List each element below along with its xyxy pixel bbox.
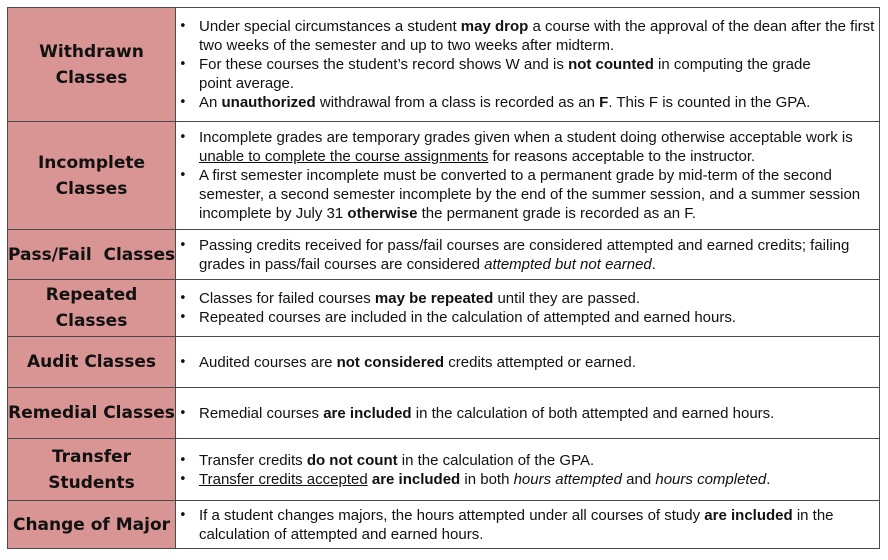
bullet-item (176, 470, 879, 489)
bullet-text-segment: credits attempted or earned. (444, 353, 636, 371)
bullet-text-segment: the permanent grade is recorded as an F. (417, 205, 696, 222)
row-heading: Pass/Fail Classes (8, 230, 176, 280)
bullet-text-segment: are included (704, 506, 793, 524)
bullet-text-segment: do not count (306, 451, 398, 469)
bullet-text-segment: and (622, 470, 656, 488)
bullet-list (176, 289, 879, 327)
row-heading: Audit Classes (8, 337, 176, 388)
bullet-text-segment: for reasons acceptable to the instructor. (488, 148, 756, 165)
bullet-list (176, 404, 879, 423)
policy-row-repeated (8, 280, 880, 337)
bullet-text-segment: Classes for failed courses (199, 290, 375, 307)
bullet-text-segment: . This F is counted in the GPA. (608, 94, 811, 111)
bullet-text-segment: hours completed (655, 470, 767, 488)
bullet-text-segment: not counted (568, 56, 654, 73)
bullet-list (176, 128, 879, 223)
policy-row-transfer (8, 439, 880, 501)
row-description (176, 501, 880, 549)
bullet-item (176, 236, 879, 274)
bullet-text-segment: are included (371, 470, 461, 488)
row-description (176, 439, 880, 501)
bullet-item (176, 55, 879, 93)
bullet-list (176, 353, 879, 372)
bullet-item (176, 451, 879, 470)
bullet-item (176, 166, 879, 223)
bullet-text-segment: are included (323, 404, 412, 422)
bullet-text-segment: A first semester incomplete must be converted to a permanent grade by mid-term of the second semester, a second semester incomplete by the end of the summer session, and a summer session incomplete by July 31 (199, 167, 861, 222)
bullet-text-segment: Remedial courses (199, 404, 324, 422)
bullet-text-segment: unauthorized (221, 94, 316, 111)
bullet-text-segment: in both (460, 470, 514, 488)
bullet-item (176, 506, 879, 544)
policy-row-audit (8, 337, 880, 388)
bullet-list (176, 17, 879, 112)
bullet-text-segment: may be repeated (374, 290, 494, 307)
bullet-text-segment: in the calculation of attempted and earned hours. (199, 506, 834, 543)
row-heading: Transfer Students (8, 439, 176, 501)
bullet-text-segment: in computing the grade point average. (199, 56, 811, 92)
bullet-text-segment: in the calculation of both attempted and earned hours. (411, 404, 775, 422)
row-description (176, 337, 880, 388)
bullet-text-segment: Passing credits received for pass/fail courses are considered attempted and earned credits; failing grades in pass/fail courses are considered (199, 236, 850, 273)
bullet-text-segment: Transfer credits (199, 451, 307, 469)
bullet-text-segment: unable to complete the course assignments (199, 148, 489, 165)
bullet-item (176, 404, 879, 423)
row-description (176, 230, 880, 280)
bullet-text-segment: in the calculation of the GPA. (397, 451, 595, 469)
bullet-text-segment: withdrawal from a class is recorded as an (315, 94, 600, 111)
policy-row-remedial (8, 388, 880, 439)
bullet-text-segment: otherwise (347, 205, 418, 222)
bullet-item (176, 17, 879, 55)
policy-row-incomplete (8, 122, 880, 230)
row-description (176, 8, 880, 122)
row-heading: Repeated Classes (8, 280, 176, 337)
bullet-text-segment: until they are passed. (493, 290, 641, 307)
bullet-text-segment: Incomplete grades are temporary grades given when a student doing otherwise acceptable work is (199, 129, 853, 146)
row-heading: Change of Major (8, 501, 176, 549)
bullet-text-segment: may drop (460, 18, 529, 35)
bullet-list (176, 506, 879, 544)
bullet-text-segment: An (199, 94, 222, 111)
bullet-item (176, 308, 879, 327)
row-description (176, 280, 880, 337)
bullet-text-segment: not considered (336, 353, 445, 371)
bullet-text-segment: F (599, 94, 609, 111)
bullet-text-segment: If a student changes majors, the hours attempted under all courses of study (199, 506, 705, 524)
bullet-text-segment: Repeated courses are included in the calculation of attempted and earned hours. (199, 309, 737, 326)
bullet-list (176, 451, 879, 489)
bullet-item (176, 289, 879, 308)
bullet-text-segment: attempted but not earned (484, 255, 652, 273)
row-heading: Withdrawn Classes (8, 8, 176, 122)
bullet-text-segment: . (651, 255, 656, 273)
policy-row-withdrawn (8, 8, 880, 122)
bullet-item (176, 353, 879, 372)
bullet-text-segment: Under special circumstances a student (199, 18, 461, 35)
row-description (176, 122, 880, 230)
bullet-list (176, 236, 879, 274)
bullet-text-segment: . (766, 470, 771, 488)
row-heading: Remedial Classes (8, 388, 176, 439)
bullet-text-segment: Transfer credits accepted (199, 470, 368, 488)
bullet-text-segment: a course with the approval of the dean after the first two weeks of the semester and up to two weeks after midterm. (199, 18, 875, 54)
row-description (176, 388, 880, 439)
bullet-text-segment: For these courses the student’s record shows W and is (199, 56, 569, 73)
bullet-text-segment: hours attempted (513, 470, 622, 488)
policy-table (7, 7, 880, 549)
row-heading: Incomplete Classes (8, 122, 176, 230)
bullet-item (176, 93, 879, 112)
policy-row-change-of-major (8, 501, 880, 549)
policy-row-pass-fail (8, 230, 880, 280)
bullet-text-segment: Audited courses are (199, 353, 337, 371)
bullet-item (176, 128, 879, 166)
